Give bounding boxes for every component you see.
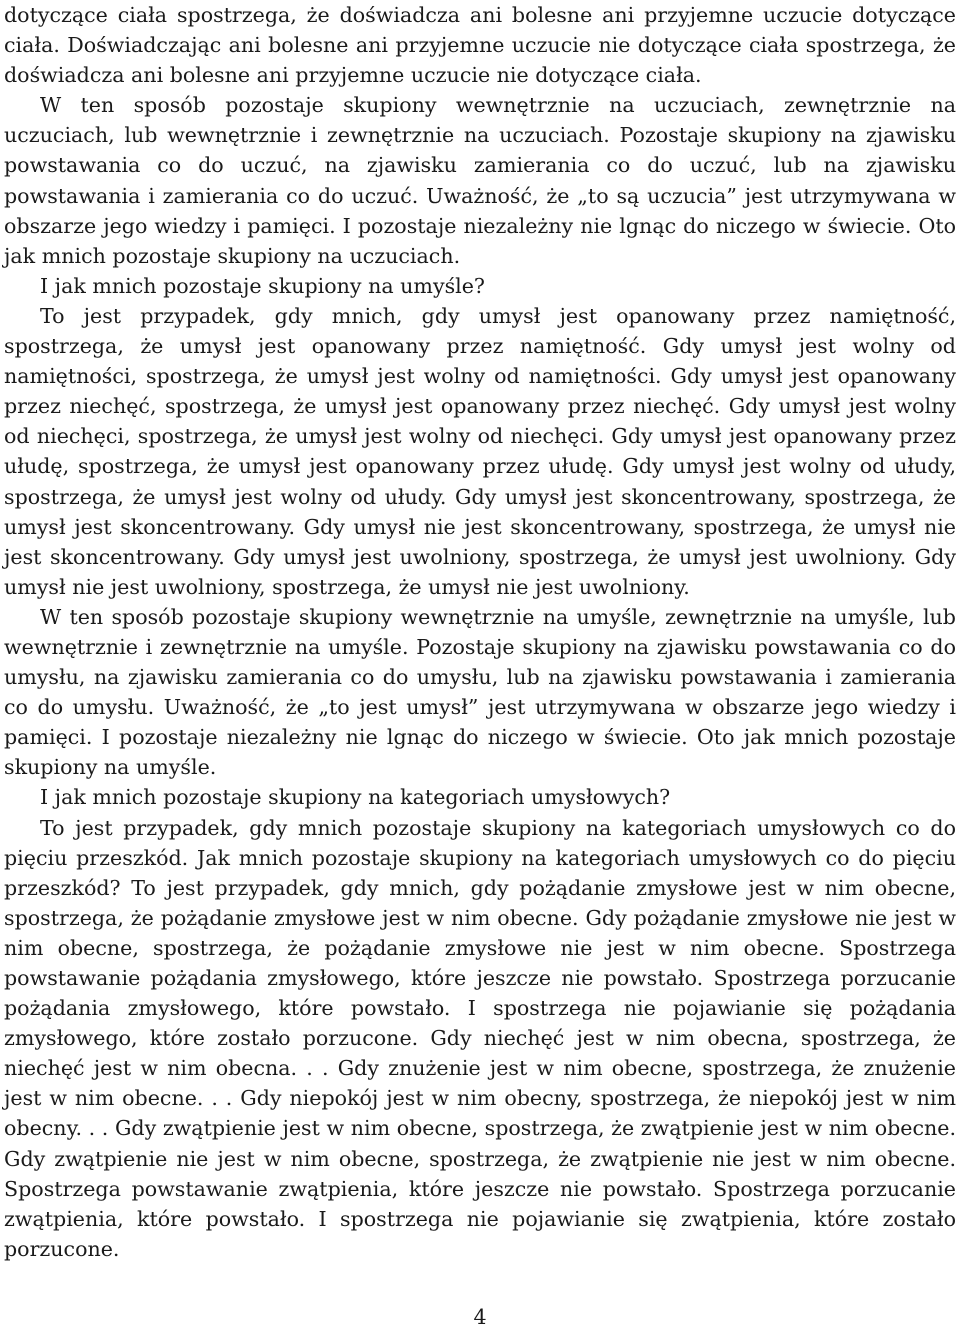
document-body	[4, 0, 956, 1264]
paragraph-mental-categories-question: I jak mnich pozostaje skupiony na kategoriach umysłowych?	[40, 785, 671, 810]
paragraph-feelings-summary: W ten sposób pozostaje skupiony wewnętrznie na uczuciach, zewnętrznie na uczuciach, lub wewnętrznie i zewnętrznie na uczuciach. Pozostaje skupiony na zjawisku powstawania co do uczuć, na zjawisku zamierania co do uczuć, lub na zjawisku powstawania i zamierania co do uczuć. Uważność, że „to są uczucia” jest utrzymywana w obszarze jego wiedzy i pamięci. I pozostaje niezależny nie lgnąc do niczego w świecie. Oto jak mnich pozostaje skupiony na uczuciach.	[4, 93, 956, 268]
page-number: 4	[473, 1305, 487, 1329]
paragraph-mind-summary: W ten sposób pozostaje skupiony wewnętrznie na umyśle, zewnętrznie na umyśle, lub wewnętrznie i zewnętrznie na umyśle. Pozostaje skupiony na zjawisku powstawania co do umysłu, na zjawisku zamierania co do umysłu, lub na zjawisku powstawania i zamierania co do umysłu. Uważność, że „to jest umysł” jest utrzymywana w obszarze jego wiedzy i pamięci. I pozostaje niezależny nie lgnąc do niczego w świecie. Oto jak mnich pozostaje skupiony na umyśle.	[4, 604, 956, 780]
paragraph-mind-states: To jest przypadek, gdy mnich, gdy umysł jest opanowany przez namiętność, spostrzega, że umysł jest opanowany przez namiętność. Gdy umysł jest wolny od namiętności, spostrzega, że umysł jest wolny od namiętności. Gdy umysł jest opanowany przez niechęć, spostrzega, że umysł jest opanowany przez niechęć. Gdy umysł jest wolny od niechęci, spostrzega, że umysł jest wolny od niechęci. Gdy umysł jest opanowany przez ułudę, spostrzega, że umysł jest opanowany przez ułudę. Gdy umysł jest wolny od ułudy, spostrzega, że umysł jest wolny od ułudy. Gdy umysł jest skoncentrowany, spostrzega, że umysł jest skoncentrowany. Gdy umysł nie jest skoncentrowany, spostrzega, że umysł nie jest skoncentrowany. Gdy umysł jest uwolniony, spostrzega, że umysł jest uwolniony. Gdy umysł nie jest uwolniony, spostrzega, że umysł nie jest uwolniony.	[4, 303, 956, 599]
paragraph-five-hindrances: To jest przypadek, gdy mnich pozostaje skupiony na kategoriach umysłowych co do pięciu przeszkód. Jak mnich pozostaje skupiony na kategoriach umysłowych co do pięciu przeszkód? To jest przypadek, gdy mnich, gdy pożądanie zmysłowe jest w nim obecne, spostrzega, że pożądanie zmysłowe jest w nim obecne. Gdy pożądanie zmysłowe nie jest w nim obecne, spostrzega, że pożądanie zmysłowe nie jest w nim obecne. Spostrzega powstawanie pożądania zmysłowego, które jeszcze nie powstało. Spostrzega porzucanie pożądania zmysłowego, które powstało. I spostrzega nie pojawianie się pożądania zmysłowego, które zostało porzucone. Gdy niechęć jest w nim obecna, spostrzega, że niechęć jest w nim obecna. . . Gdy znużenie jest w nim obecne, spostrzega, że znużenie jest w nim obecne. . . Gdy niepokój jest w nim obecny, spostrzega, że niepokój jest w nim obecny. . . Gdy zwątpienie jest w nim obecne, spostrzega, że zwątpienie jest w nim obecne. Gdy zwątpienie nie jest w nim obecne, spostrzega, że zwątpienie nie jest w nim obecne. Spostrzega powstawanie zwątpienia, które jeszcze nie powstało. Spostrzega porzucanie zwątpienia, które powstało. I spostrzega nie pojawianie się zwątpienia, które zostało porzucone.	[4, 815, 956, 1261]
paragraph-mind-question: I jak mnich pozostaje skupiony na umyśle?	[40, 273, 485, 298]
paragraph-continued: dotyczące ciała spostrzega, że doświadcza ani bolesne ani przyjemne uczucie dotyczące ciała. Doświadczając ani bolesne ani przyjemne uczucie nie dotyczące ciała spostrzega, że doświadcza ani bolesne ani przyjemne uczucie nie dotyczące ciała.	[4, 3, 956, 88]
